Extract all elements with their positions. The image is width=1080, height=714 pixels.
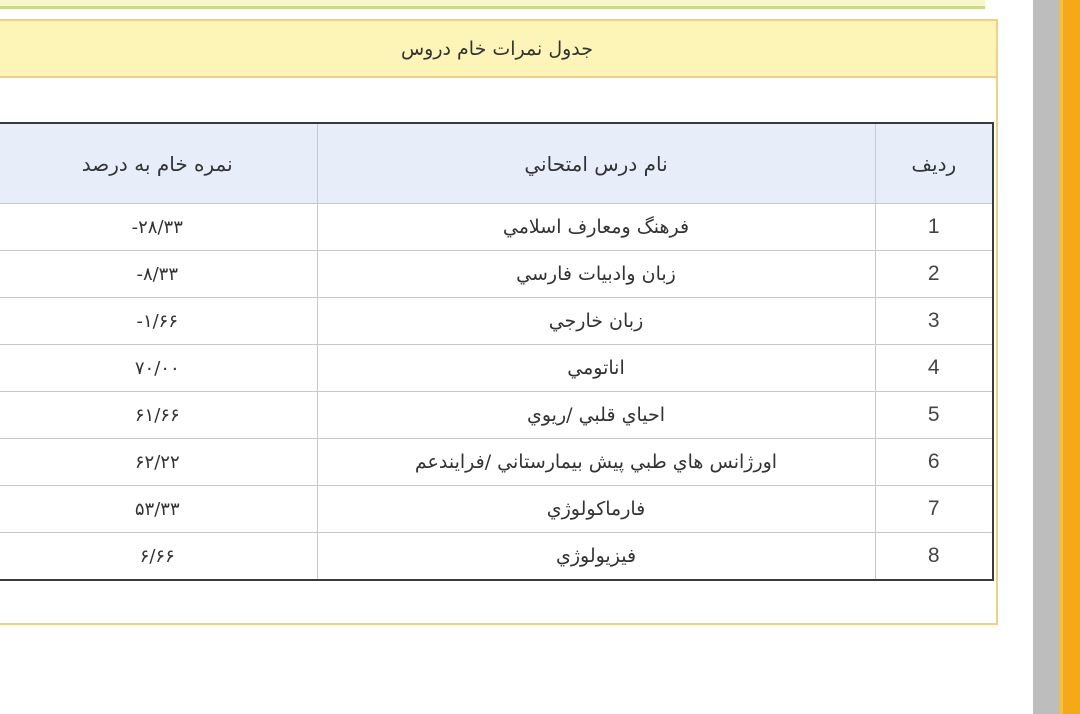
table-row bbox=[0, 204, 993, 251]
header-course-name: نام درس امتحاني bbox=[317, 123, 875, 204]
table-row bbox=[0, 298, 993, 345]
raw-score: ۶۱/۶۶ bbox=[0, 392, 317, 439]
panel-title: جدول نمرات خام دروس bbox=[0, 21, 996, 78]
row-number: 1 bbox=[875, 204, 993, 251]
raw-score: -۱/۶۶ bbox=[0, 298, 317, 345]
row-number: 3 bbox=[875, 298, 993, 345]
grades-table bbox=[0, 122, 994, 581]
course-name: اورژانس هاي طبي پيش بيمارستاني /فرايندعم bbox=[317, 439, 875, 486]
table-row bbox=[0, 392, 993, 439]
table-row bbox=[0, 486, 993, 533]
raw-score: ۶/۶۶ bbox=[0, 533, 317, 581]
scrollbar-track[interactable] bbox=[1033, 0, 1060, 714]
header-raw-score: نمره خام به درصد bbox=[0, 123, 317, 204]
course-name: زبان خارجي bbox=[317, 298, 875, 345]
table-header-row bbox=[0, 123, 993, 204]
side-accent-bar bbox=[1060, 0, 1080, 714]
scroll-gap bbox=[1003, 0, 1033, 714]
course-name: اناتومي bbox=[317, 345, 875, 392]
top-strip bbox=[0, 0, 985, 9]
table-row bbox=[0, 345, 993, 392]
row-number: 7 bbox=[875, 486, 993, 533]
course-name: فارماكولوژي bbox=[317, 486, 875, 533]
course-name: زبان وادبيات فارسي bbox=[317, 251, 875, 298]
table-row bbox=[0, 251, 993, 298]
raw-score: ۵۳/۳۳ bbox=[0, 486, 317, 533]
raw-score: -۸/۳۳ bbox=[0, 251, 317, 298]
row-number: 8 bbox=[875, 533, 993, 581]
raw-score: ۷۰/۰۰ bbox=[0, 345, 317, 392]
row-number: 5 bbox=[875, 392, 993, 439]
course-name: فرهنگ ومعارف اسلامي bbox=[317, 204, 875, 251]
table-row bbox=[0, 533, 993, 581]
row-number: 6 bbox=[875, 439, 993, 486]
grades-panel bbox=[0, 19, 998, 625]
raw-score: ۶۲/۲۲ bbox=[0, 439, 317, 486]
table-row bbox=[0, 439, 993, 486]
raw-score: -۲۸/۳۳ bbox=[0, 204, 317, 251]
course-name: فيزيولوژي bbox=[317, 533, 875, 581]
row-number: 2 bbox=[875, 251, 993, 298]
course-name: احياي قلبي /ريوي bbox=[317, 392, 875, 439]
header-row-number: رديف bbox=[875, 123, 993, 204]
row-number: 4 bbox=[875, 345, 993, 392]
